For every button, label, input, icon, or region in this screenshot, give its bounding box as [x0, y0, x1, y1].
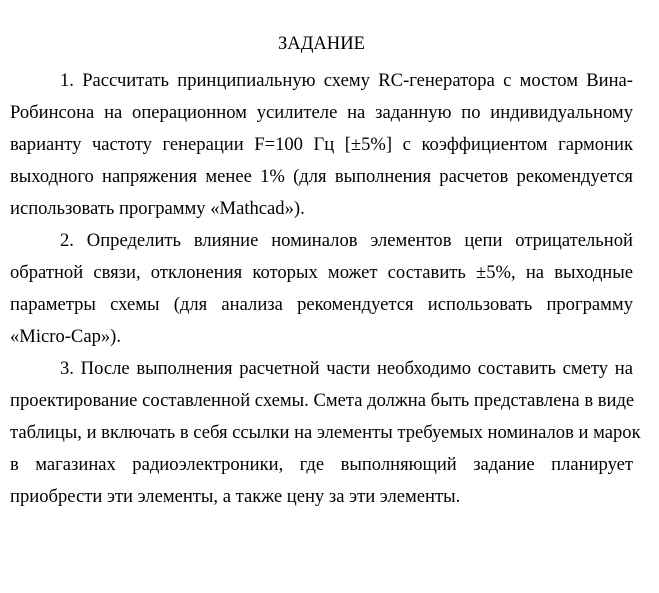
task-paragraph-1: [10, 65, 633, 225]
paragraph-line: таблицы, и включать в себя ссылки на элементы требуемых номиналов и марок: [10, 422, 641, 443]
paragraph-line: приобрести эти элементы, а также цену за эти элементы.: [10, 486, 461, 507]
document-title: ЗАДАНИЕ: [277, 33, 366, 54]
paragraph-line: параметры схемы (для анализа рекомендуется использовать программу: [10, 294, 633, 315]
paragraph-line: в магазинах радиоэлектроники, где выполняющий задание планирует: [10, 454, 633, 475]
paragraph-line: использовать программу «Mathcad»).: [10, 198, 305, 219]
paragraph-line: 2. Определить влияние номиналов элементов цепи отрицательной: [60, 230, 633, 251]
paragraph-line: 1. Рассчитать принципиальную схему RC-генератора с мостом Вина-: [60, 70, 633, 91]
paragraph-line: варианту частоту генерации F=100 Гц [±5%] с коэффициентом гармоник: [10, 134, 633, 155]
paragraph-line: проектирование составленной схемы. Смета должна быть представлена в виде: [10, 390, 635, 411]
paragraph-line: Робинсона на операционном усилителе на заданную по индивидуальному: [10, 102, 633, 123]
paragraph-line: обратной связи, отклонения которых может составить ±5%, на выходные: [10, 262, 633, 283]
task-paragraph-3: [10, 353, 641, 513]
document-page: [10, 33, 641, 513]
paragraph-line: «Micro-Cap»).: [10, 326, 122, 347]
paragraph-line: 3. После выполнения расчетной части необходимо составить смету на: [60, 358, 633, 379]
paragraph-line: выходного напряжения менее 1% (для выполнения расчетов рекомендуется: [10, 166, 633, 187]
task-paragraph-2: [10, 225, 633, 353]
